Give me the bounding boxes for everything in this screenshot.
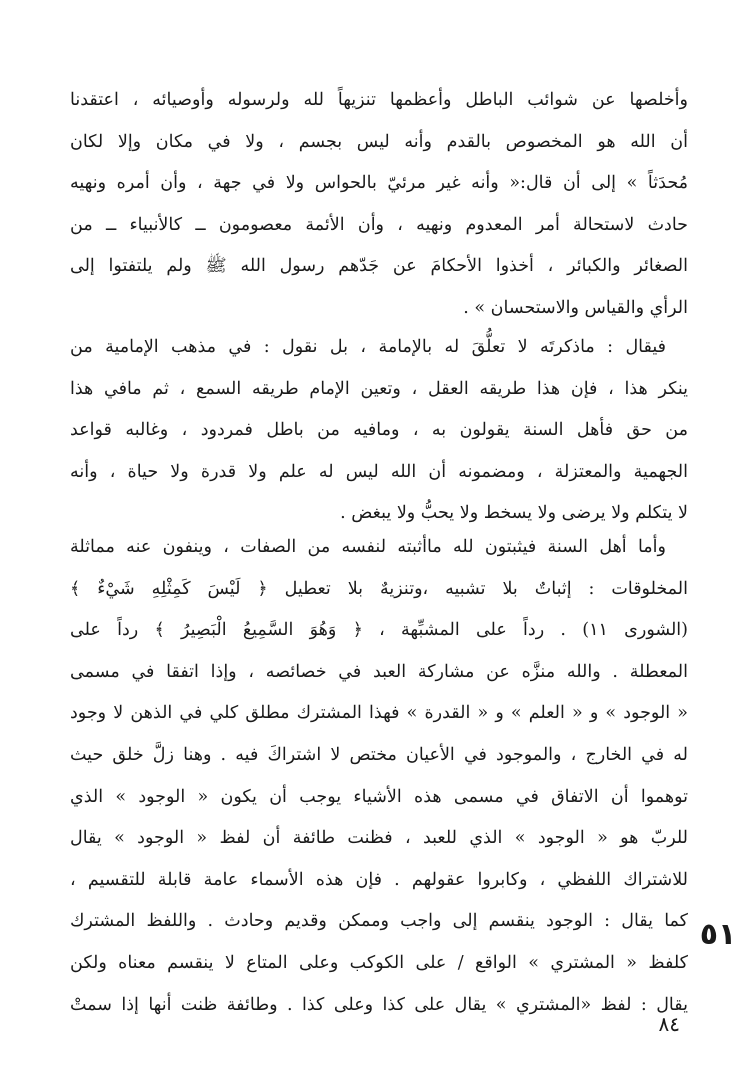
text-line: أن الله هو المخصوص بالقدم وأنه ليس بجسم ، ولا في مكان وإلا لكان [70, 131, 688, 152]
text-line: المعطلة . والله منزَّه عن مشاركة العبد في خصائصه ، وإذا اتفقا في مسمى [70, 661, 688, 682]
text-line: من حق فأهل السنة يقولون به ، ومافيه من باطل فمردود ، وغالبه قواعد [70, 420, 688, 441]
text-line: يقال : لفظ «المشتري » يقال على كذا وعلى كذا . وطائفة ظنت أنها إذا سمتْ [70, 994, 688, 1015]
paragraph-3 [70, 527, 688, 1026]
paragraph-2 [70, 327, 688, 535]
text-line: المخلوقات : إثباتٌ بلا تشبيه ،وتنزيهٌ بلا تعطيل ﴿ لَيْسَ كَمِثْلِهِ شَيْءٌ ﴾ [70, 578, 688, 599]
text-line: له في الخارج ، والموجود في الأعيان مختص لا اشتراكَ فيه . وهنا زلَّ خلق حيث [70, 744, 688, 765]
text-line: كما يقال : الوجود ينقسم إلى واجب وممكن وقديم وحادث . واللفظ المشترك [70, 911, 688, 932]
text-line: « الوجود » و « العلم » و « القدرة » فهذا المشترك مطلق كلي في الذهن لا وجود [70, 703, 688, 724]
text-line: (الشورى ١١) . رداً على المشبِّهة ، ﴿ وَهُوَ السَّمِيعُ الْبَصِيرُ ﴾ رداً على [70, 620, 688, 641]
text-line: الرأي والقياس والاستحسان » . [463, 297, 688, 318]
page-number: ٨٤ [658, 1012, 680, 1036]
paragraph-1 [70, 80, 688, 330]
text-line: مُحدَثاً » إلى أن قال:« وأنه غير مرئيّ بالحواس ولا في جهة ، وأن أمره ونهيه [70, 173, 688, 194]
text-line: الصغائر والكبائر ، أخذوا الأحكامَ عن جَدّهم رسول الله ﷺ ولم يلتفتوا إلى [70, 256, 688, 277]
text-line: حادث لاستحالة أمر المعدوم ونهيه ، وأن الأئمة معصومون ــ كالأنبياء ــ من [70, 214, 688, 235]
text-line: وأخلصها عن شوائب الباطل وأعظمها تنزيهاً لله ولرسوله وأوصيائه ، اعتقدنا [70, 90, 688, 110]
text-line: وأما أهل السنة فيثبتون لله ماأثبته لنفسه من الصفات ، وينفون عنه مماثلة [70, 537, 666, 557]
margin-reference-number: ٥١ [699, 917, 737, 952]
text-line: لا يتكلم ولا يرضى ولا يسخط ولا يحبُّ ولا يبغض . [340, 503, 688, 524]
text-line: ينكر هذا ، فإن هذا طريقه العقل ، وتعين الإمام طريقه السمع ، ثم مافي هذا [70, 378, 688, 399]
text-line: فيقال : ماذكرتَه لا تعلُّقَ له بالإمامة ، بل نقول : في مذهب الإمامية من [70, 337, 666, 357]
text-line: توهموا أن الاتفاق في مسمى هذه الأشياء يوجب أن يكون « الوجود » الذي [70, 786, 688, 807]
text-line: الجهمية والمعتزلة ، ومضمونه أن الله ليس له علم ولا قدرة ولا حياة ، وأنه [70, 461, 688, 482]
text-line: كلفظ « المشتري » الواقع / على الكوكب وعلى المتاع لا ينقسم معناه ولكن [70, 952, 688, 973]
text-line: للربّ هو « الوجود » الذي للعبد ، فظنت طائفة أن لفظ « الوجود » يقال [70, 828, 688, 849]
text-line: للاشتراك اللفظي ، وكابروا عقولهم . فإن هذه الأسماء عامة قابلة للتقسيم ، [70, 869, 688, 890]
